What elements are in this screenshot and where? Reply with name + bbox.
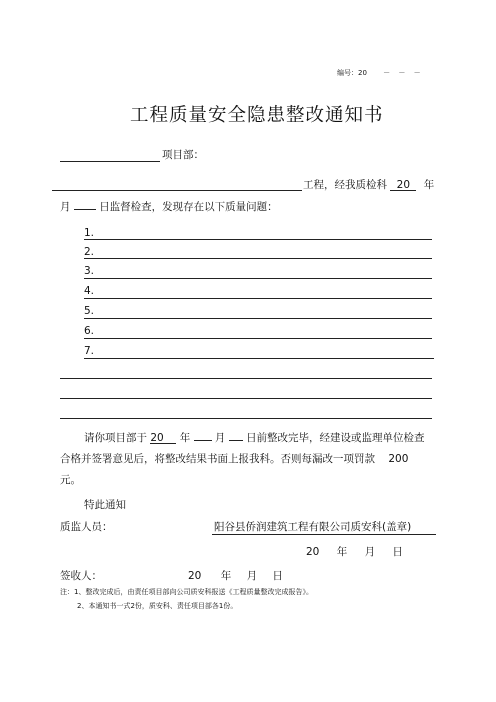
deadline-rest: 日前整改完毕，经建设或监理单位检查 [246,432,425,444]
receiver-date-d: 日 [272,570,283,582]
note-1: 注：1、整改完成后，由责任项目部向公司质安科报送《工程质量整改完成报告》。 [60,588,313,596]
intro-year-prefix: 20 [390,179,416,191]
receiver-date [188,568,283,583]
intro-rest: 日监督检查，发现存在以下质量问题： [99,201,278,213]
intro-line1 [303,177,434,192]
deadline-line2 [60,451,408,466]
serial-number [337,68,424,78]
inspector-date-d: 日 [392,546,403,558]
intro-year-label: 年 [423,179,435,191]
project-name-blank [60,161,160,162]
serial-blanks: － － － [383,69,424,77]
receiver-date-m: 月 [246,570,258,582]
deadline-prefix: 请你项目部于 [84,432,147,444]
inspector-label: 质监人员： [60,521,113,533]
inspector-date-y: 年 [336,546,348,558]
inspector-org: 阳谷县侨润建筑工程有限公司质安科(盖章) [214,521,412,533]
issue-line-6 [84,338,432,339]
deadline-year-label: 年 [179,432,191,444]
issue-line-5 [84,318,432,319]
inspector-date-year: 20 [306,546,320,558]
inspector-date [306,544,403,559]
receiver-date-year: 20 [188,570,202,582]
intro-month-label: 月 [60,201,71,213]
issue-line-1 [84,239,432,240]
project-blank [52,190,302,191]
issue-number-2: 2. [84,246,95,258]
deadline-condition: 合格并签署意见后，将整改结果书面上报我科。否则每漏改一项罚款 [60,453,375,465]
receiver-date-y: 年 [220,570,232,582]
issue-line-3 [84,278,432,279]
issue-number-7: 7. [84,345,95,357]
issue-number-6: 6. [84,325,95,337]
notice-text: 特此通知 [84,499,126,511]
extra-line-1 [60,378,432,379]
serial-label: 编号：20 [337,69,367,77]
issue-number-4: 4. [84,285,95,297]
deadline-line1 [84,429,425,445]
receiver-label: 签收人： [60,570,102,582]
issue-number-5: 5. [84,305,95,317]
extra-line-3 [60,418,432,419]
issue-number-1: 1. [84,227,95,239]
deadline-month-label: 月 [214,432,226,444]
intro-day-blank [74,198,96,210]
intro-line2 [60,198,278,214]
issue-line-7 [84,358,434,359]
deadline-line3: 元。 [60,474,81,486]
issue-number-3: 3. [84,265,95,277]
deadline-year-prefix: 20 [150,432,176,444]
issue-line-2 [84,258,432,259]
document-title: 工程质量安全隐患整改通知书 [130,105,384,126]
deadline-day-blank [229,429,243,441]
note-2: 2、本通知书一式2份，质安科、责任项目部各1份。 [77,602,238,610]
inspector-org-line [212,534,436,535]
addressee-label: 项目部： [162,149,204,161]
intro-text: 工程，经我质检科 [303,179,387,191]
extra-line-2 [60,398,432,399]
inspector-date-m: 月 [364,546,376,558]
issue-line-4 [84,298,432,299]
deadline-month-blank [194,429,212,441]
penalty-amount: 200 [388,453,409,465]
